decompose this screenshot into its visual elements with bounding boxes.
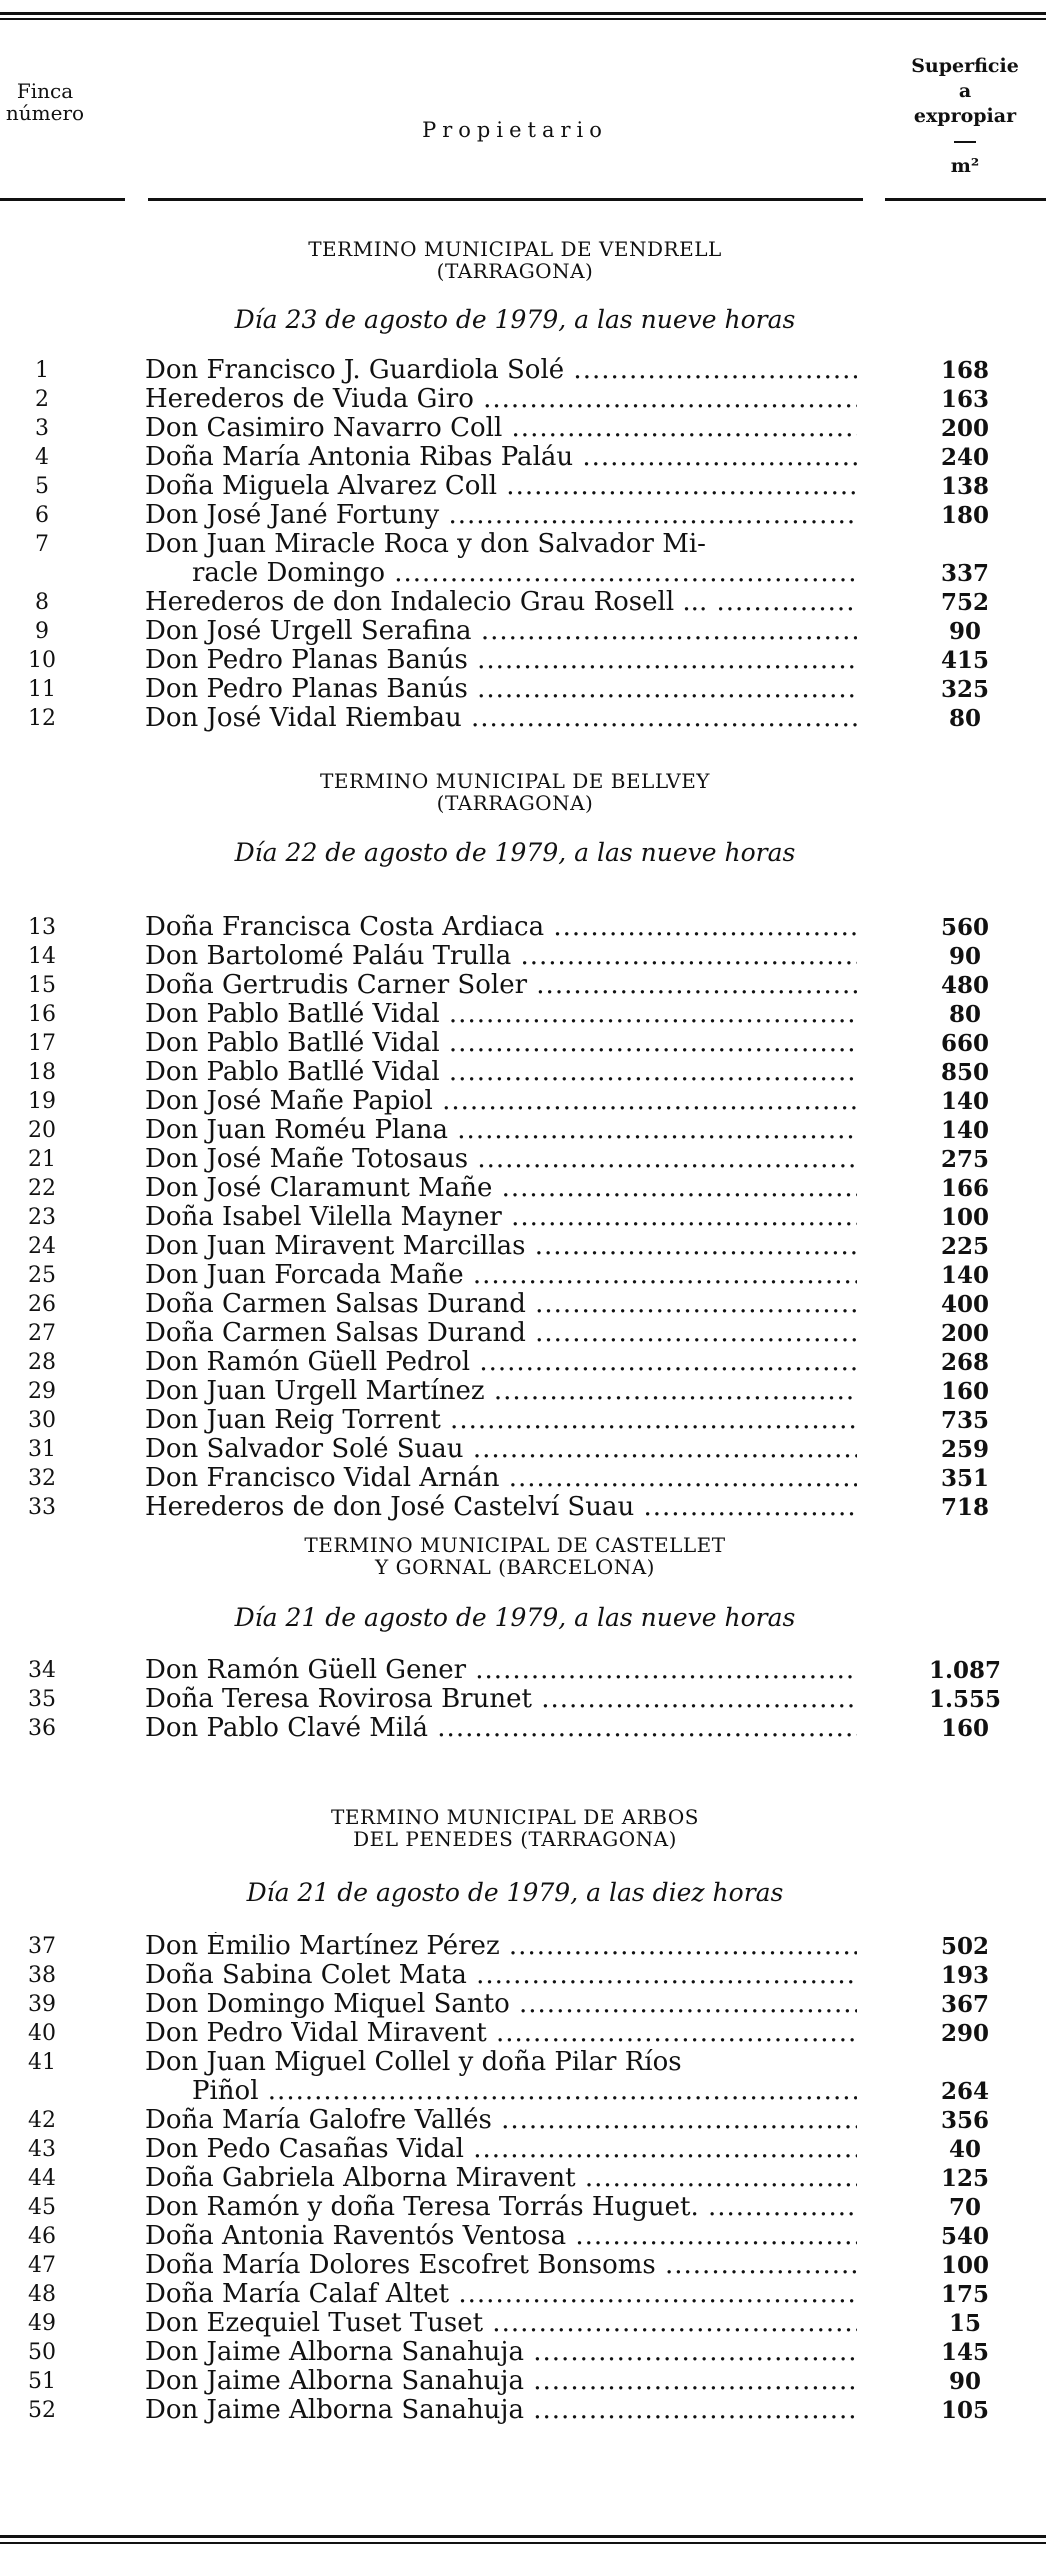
owner-name: Herederos de don José Castelví Suau ..... — [145, 1493, 857, 1522]
section-title-line1: TERMINO MUNICIPAL DE CASTELLET — [304, 1533, 726, 1557]
area-m2: 90 — [948, 618, 981, 645]
area-m2: 356 — [940, 2107, 989, 2134]
area-m2: 225 — [940, 1233, 989, 1260]
header-rule-propietario — [148, 198, 863, 201]
owner-name: Doña Isabel Vilella Mayner ..... — [145, 1203, 857, 1232]
top-rule — [0, 12, 1046, 15]
finca-number: 16 — [28, 1002, 56, 1027]
owner-name: Don Émilio Martínez Pérez ..... — [145, 1932, 857, 1961]
area-m2: 80 — [948, 1001, 981, 1028]
section-title-line2: (TARRAGONA) — [436, 259, 594, 283]
area-m2: 502 — [940, 1933, 989, 1960]
finca-number: 6 — [35, 503, 49, 528]
owner-name: Don José Mañe Totosaus ..... — [145, 1145, 857, 1174]
owner-name: Don Ezequiel Tuset Tuset ..... — [145, 2309, 857, 2338]
area-m2: 200 — [940, 415, 989, 442]
finca-number: 13 — [28, 915, 56, 940]
finca-number: 46 — [28, 2224, 56, 2249]
finca-number: 1 — [35, 358, 49, 383]
owner-name: Doña María Calaf Altet ..... — [145, 2280, 857, 2309]
finca-number: 37 — [28, 1934, 56, 1959]
finca-number: 15 — [28, 973, 56, 998]
finca-number: 30 — [28, 1408, 56, 1433]
finca-number: 35 — [28, 1687, 56, 1712]
finca-number: 5 — [35, 474, 49, 499]
header-expropiar-label: expropiar — [913, 105, 1017, 127]
owner-name: Don Juan Miguel Collel y doña Pilar Ríos — [145, 2048, 682, 2077]
owner-name: Doña Carmen Salsas Durand ..... — [145, 1290, 857, 1319]
owner-name: Don José Mañe Papiol ..... — [145, 1087, 857, 1116]
owner-name: Don Jaime Alborna Sanahuja ..... — [145, 2338, 857, 2367]
owner-name: Don José Urgell Serafina ..... — [145, 617, 857, 646]
finca-number: 52 — [28, 2398, 56, 2423]
header-propietario: Propietario — [422, 118, 608, 142]
area-m2: 718 — [940, 1494, 989, 1521]
finca-number: 41 — [28, 2050, 56, 2075]
owner-name: Doña Miguela Alvarez Coll ..... — [145, 472, 857, 501]
finca-number: 33 — [28, 1495, 56, 1520]
header-superficie — [880, 54, 1050, 179]
area-m2: 264 — [940, 2078, 989, 2105]
finca-number: 23 — [28, 1205, 56, 1230]
finca-number: 2 — [35, 387, 49, 412]
area-m2: 1.087 — [928, 1657, 1002, 1684]
owner-name: Don Juan Miracle Roca y don Salvador Mi- — [145, 530, 706, 559]
finca-number: 51 — [28, 2369, 56, 2394]
finca-number: 10 — [28, 648, 56, 673]
owner-name: Don Juan Forcada Mañe ..... — [145, 1261, 857, 1290]
area-m2: 1.555 — [928, 1686, 1002, 1713]
owner-name: Don Domingo Miquel Santo ..... — [145, 1990, 857, 2019]
finca-number: 21 — [28, 1147, 56, 1172]
area-m2: 660 — [940, 1030, 989, 1057]
area-m2: 480 — [940, 972, 989, 999]
section-title-line2: DEL PENEDES (TARRAGONA) — [353, 1827, 677, 1851]
area-m2: 138 — [940, 473, 989, 500]
owner-name: Don Juan Urgell Martínez ..... — [145, 1377, 857, 1406]
section-title-line1: TERMINO MUNICIPAL DE BELLVEY — [320, 769, 710, 793]
header-a-label: a — [958, 80, 972, 102]
finca-number: 8 — [35, 590, 49, 615]
owner-name: Don Pablo Batllé Vidal ..... — [145, 1029, 857, 1058]
owner-name: Don Pedro Vidal Miravent ..... — [145, 2019, 857, 2048]
section-title — [150, 238, 880, 282]
header-finca — [0, 80, 90, 124]
area-m2: 145 — [940, 2339, 989, 2366]
area-m2: 367 — [940, 1991, 989, 2018]
section-title — [150, 1806, 880, 1850]
finca-number: 32 — [28, 1466, 56, 1491]
section-date: Día 21 de agosto de 1979, a las diez horas — [246, 1878, 784, 1907]
finca-number: 45 — [28, 2195, 56, 2220]
owner-name-continuation: Piñol ..... — [192, 2077, 857, 2106]
owner-name: Don Francisco J. Guardiola Solé ..... — [145, 356, 857, 385]
finca-number: 11 — [28, 677, 56, 702]
area-m2: 166 — [940, 1175, 989, 1202]
owner-name: Doña María Galofre Vallés ..... — [145, 2106, 857, 2135]
area-m2: 125 — [940, 2165, 989, 2192]
area-m2: 140 — [940, 1117, 989, 1144]
finca-number: 40 — [28, 2021, 56, 2046]
header-unit-label: m² — [950, 155, 980, 177]
area-m2: 400 — [940, 1291, 989, 1318]
area-m2: 200 — [940, 1320, 989, 1347]
finca-number: 28 — [28, 1350, 56, 1375]
owner-name: Don Pedro Planas Banús ..... — [145, 675, 857, 704]
owner-name: Don Jaime Alborna Sanahuja ..... — [145, 2396, 857, 2425]
header-rule-finca — [0, 198, 125, 201]
owner-name: Herederos de don Indalecio Grau Rosell ... ..... — [145, 588, 857, 617]
owner-name: Don Pedo Casañas Vidal ..... — [145, 2135, 857, 2164]
area-m2: 163 — [940, 386, 989, 413]
area-m2: 100 — [940, 2252, 989, 2279]
owner-name: Don José Claramunt Mañe ..... — [145, 1174, 857, 1203]
area-m2: 90 — [948, 2368, 981, 2395]
header-superficie-label: Superficie — [911, 55, 1019, 77]
owner-name: Don Pedro Planas Banús ..... — [145, 646, 857, 675]
area-m2: 160 — [940, 1378, 989, 1405]
finca-number: 39 — [28, 1992, 56, 2017]
area-m2: 40 — [948, 2136, 981, 2163]
area-m2: 259 — [940, 1436, 989, 1463]
area-m2: 268 — [940, 1349, 989, 1376]
owner-name: Herederos de Viuda Giro ..... — [145, 385, 857, 414]
finca-number: 36 — [28, 1716, 56, 1741]
finca-number: 31 — [28, 1437, 56, 1462]
area-m2: 415 — [940, 647, 989, 674]
area-m2: 337 — [940, 560, 989, 587]
section-title-line2: (TARRAGONA) — [436, 791, 594, 815]
section-date: Día 23 de agosto de 1979, a las nueve horas — [234, 305, 796, 334]
area-m2: 193 — [940, 1962, 989, 1989]
area-m2: 105 — [940, 2397, 989, 2424]
section-title — [150, 770, 880, 814]
owner-name-continuation: racle Domingo ..... — [192, 559, 857, 588]
owner-name: Don Jaime Alborna Sanahuja ..... — [145, 2367, 857, 2396]
area-m2: 325 — [940, 676, 989, 703]
table-header — [0, 30, 1046, 200]
owner-name: Doña Sabina Colet Mata ..... — [145, 1961, 857, 1990]
owner-name: Doña Gabriela Alborna Miravent ..... — [145, 2164, 857, 2193]
owner-name: Don Bartolomé Paláu Trulla ..... — [145, 942, 857, 971]
section-title-line1: TERMINO MUNICIPAL DE ARBOS — [331, 1805, 699, 1829]
owner-name: Doña María Antonia Ribas Paláu ..... — [145, 443, 857, 472]
area-m2: 160 — [940, 1715, 989, 1742]
area-m2: 275 — [940, 1146, 989, 1173]
area-m2: 180 — [940, 502, 989, 529]
area-m2: 735 — [940, 1407, 989, 1434]
finca-number: 42 — [28, 2108, 56, 2133]
area-m2: 140 — [940, 1262, 989, 1289]
header-finca-label: Finca — [16, 79, 74, 103]
section-title — [150, 1534, 880, 1578]
area-m2: 70 — [948, 2194, 981, 2221]
finca-number: 48 — [28, 2282, 56, 2307]
finca-number: 27 — [28, 1321, 56, 1346]
owner-name: Don José Jané Fortuny ..... — [145, 501, 857, 530]
finca-number: 22 — [28, 1176, 56, 1201]
area-m2: 175 — [940, 2281, 989, 2308]
finca-number: 25 — [28, 1263, 56, 1288]
finca-number: 47 — [28, 2253, 56, 2278]
header-numero-label: número — [5, 101, 85, 125]
owner-name: Don Casimiro Navarro Coll ..... — [145, 414, 857, 443]
section-title-line2: Y GORNAL (BARCELONA) — [375, 1555, 655, 1579]
finca-number: 24 — [28, 1234, 56, 1259]
area-m2: 752 — [940, 589, 989, 616]
area-m2: 290 — [940, 2020, 989, 2047]
owner-name: Don Ramón Güell Pedrol ..... — [145, 1348, 857, 1377]
finca-number: 19 — [28, 1089, 56, 1114]
owner-name: Doña Teresa Rovirosa Brunet ..... — [145, 1685, 857, 1714]
finca-number: 50 — [28, 2340, 56, 2365]
finca-number: 17 — [28, 1031, 56, 1056]
owner-name: Don Pablo Batllé Vidal ..... — [145, 1000, 857, 1029]
finca-number: 43 — [28, 2137, 56, 2162]
area-m2: 168 — [940, 357, 989, 384]
finca-number: 12 — [28, 706, 56, 731]
area-m2: 240 — [940, 444, 989, 471]
finca-number: 34 — [28, 1658, 56, 1683]
owner-name: Doña Antonia Raventós Ventosa ..... — [145, 2222, 857, 2251]
owner-name: Don Francisco Vidal Arnán ..... — [145, 1464, 857, 1493]
finca-number: 44 — [28, 2166, 56, 2191]
area-m2: 140 — [940, 1088, 989, 1115]
area-m2: 850 — [940, 1059, 989, 1086]
owner-name: Don José Vidal Riembau ..... — [145, 704, 857, 733]
finca-number: 7 — [35, 532, 49, 557]
owner-name: Don Ramón y doña Teresa Torrás Huguet. ..... — [145, 2193, 857, 2222]
owner-name: Doña Carmen Salsas Durand ..... — [145, 1319, 857, 1348]
owner-name: Don Pablo Batllé Vidal ..... — [145, 1058, 857, 1087]
owner-name: Don Juan Reig Torrent ..... — [145, 1406, 857, 1435]
finca-number: 29 — [28, 1379, 56, 1404]
header-unit-dash — [954, 141, 976, 143]
section-date: Día 22 de agosto de 1979, a las nueve horas — [234, 838, 796, 867]
finca-number: 49 — [28, 2311, 56, 2336]
finca-number: 18 — [28, 1060, 56, 1085]
section-date: Día 21 de agosto de 1979, a las nueve horas — [234, 1603, 796, 1632]
finca-number: 9 — [35, 619, 49, 644]
owner-name: Don Ramón Güell Gener ..... — [145, 1656, 857, 1685]
owner-name: Don Juan Roméu Plana ..... — [145, 1116, 857, 1145]
area-m2: 80 — [948, 705, 981, 732]
bottom-rule — [0, 2535, 1046, 2538]
finca-number: 38 — [28, 1963, 56, 1988]
area-m2: 351 — [940, 1465, 989, 1492]
area-m2: 540 — [940, 2223, 989, 2250]
owner-name: Don Salvador Solé Suau ..... — [145, 1435, 857, 1464]
top-rule-inner — [0, 18, 1046, 20]
finca-number: 4 — [35, 445, 49, 470]
section-title-line1: TERMINO MUNICIPAL DE VENDRELL — [308, 237, 722, 261]
bottom-rule-inner — [0, 2542, 1046, 2544]
owner-name: Don Juan Miravent Marcillas ..... — [145, 1232, 857, 1261]
area-m2: 90 — [948, 943, 981, 970]
area-m2: 560 — [940, 914, 989, 941]
owner-name: Doña Francisca Costa Ardiaca ..... — [145, 913, 857, 942]
finca-number: 20 — [28, 1118, 56, 1143]
owner-name: Doña Gertrudis Carner Soler ..... — [145, 971, 857, 1000]
finca-number: 14 — [28, 944, 56, 969]
owner-name: Doña María Dolores Escofret Bonsoms ..... — [145, 2251, 857, 2280]
finca-number: 3 — [35, 416, 49, 441]
finca-number: 26 — [28, 1292, 56, 1317]
area-m2: 100 — [940, 1204, 989, 1231]
area-m2: 15 — [948, 2310, 981, 2337]
owner-name: Don Pablo Clavé Milá ..... — [145, 1714, 857, 1743]
header-rule-superficie — [885, 198, 1046, 201]
